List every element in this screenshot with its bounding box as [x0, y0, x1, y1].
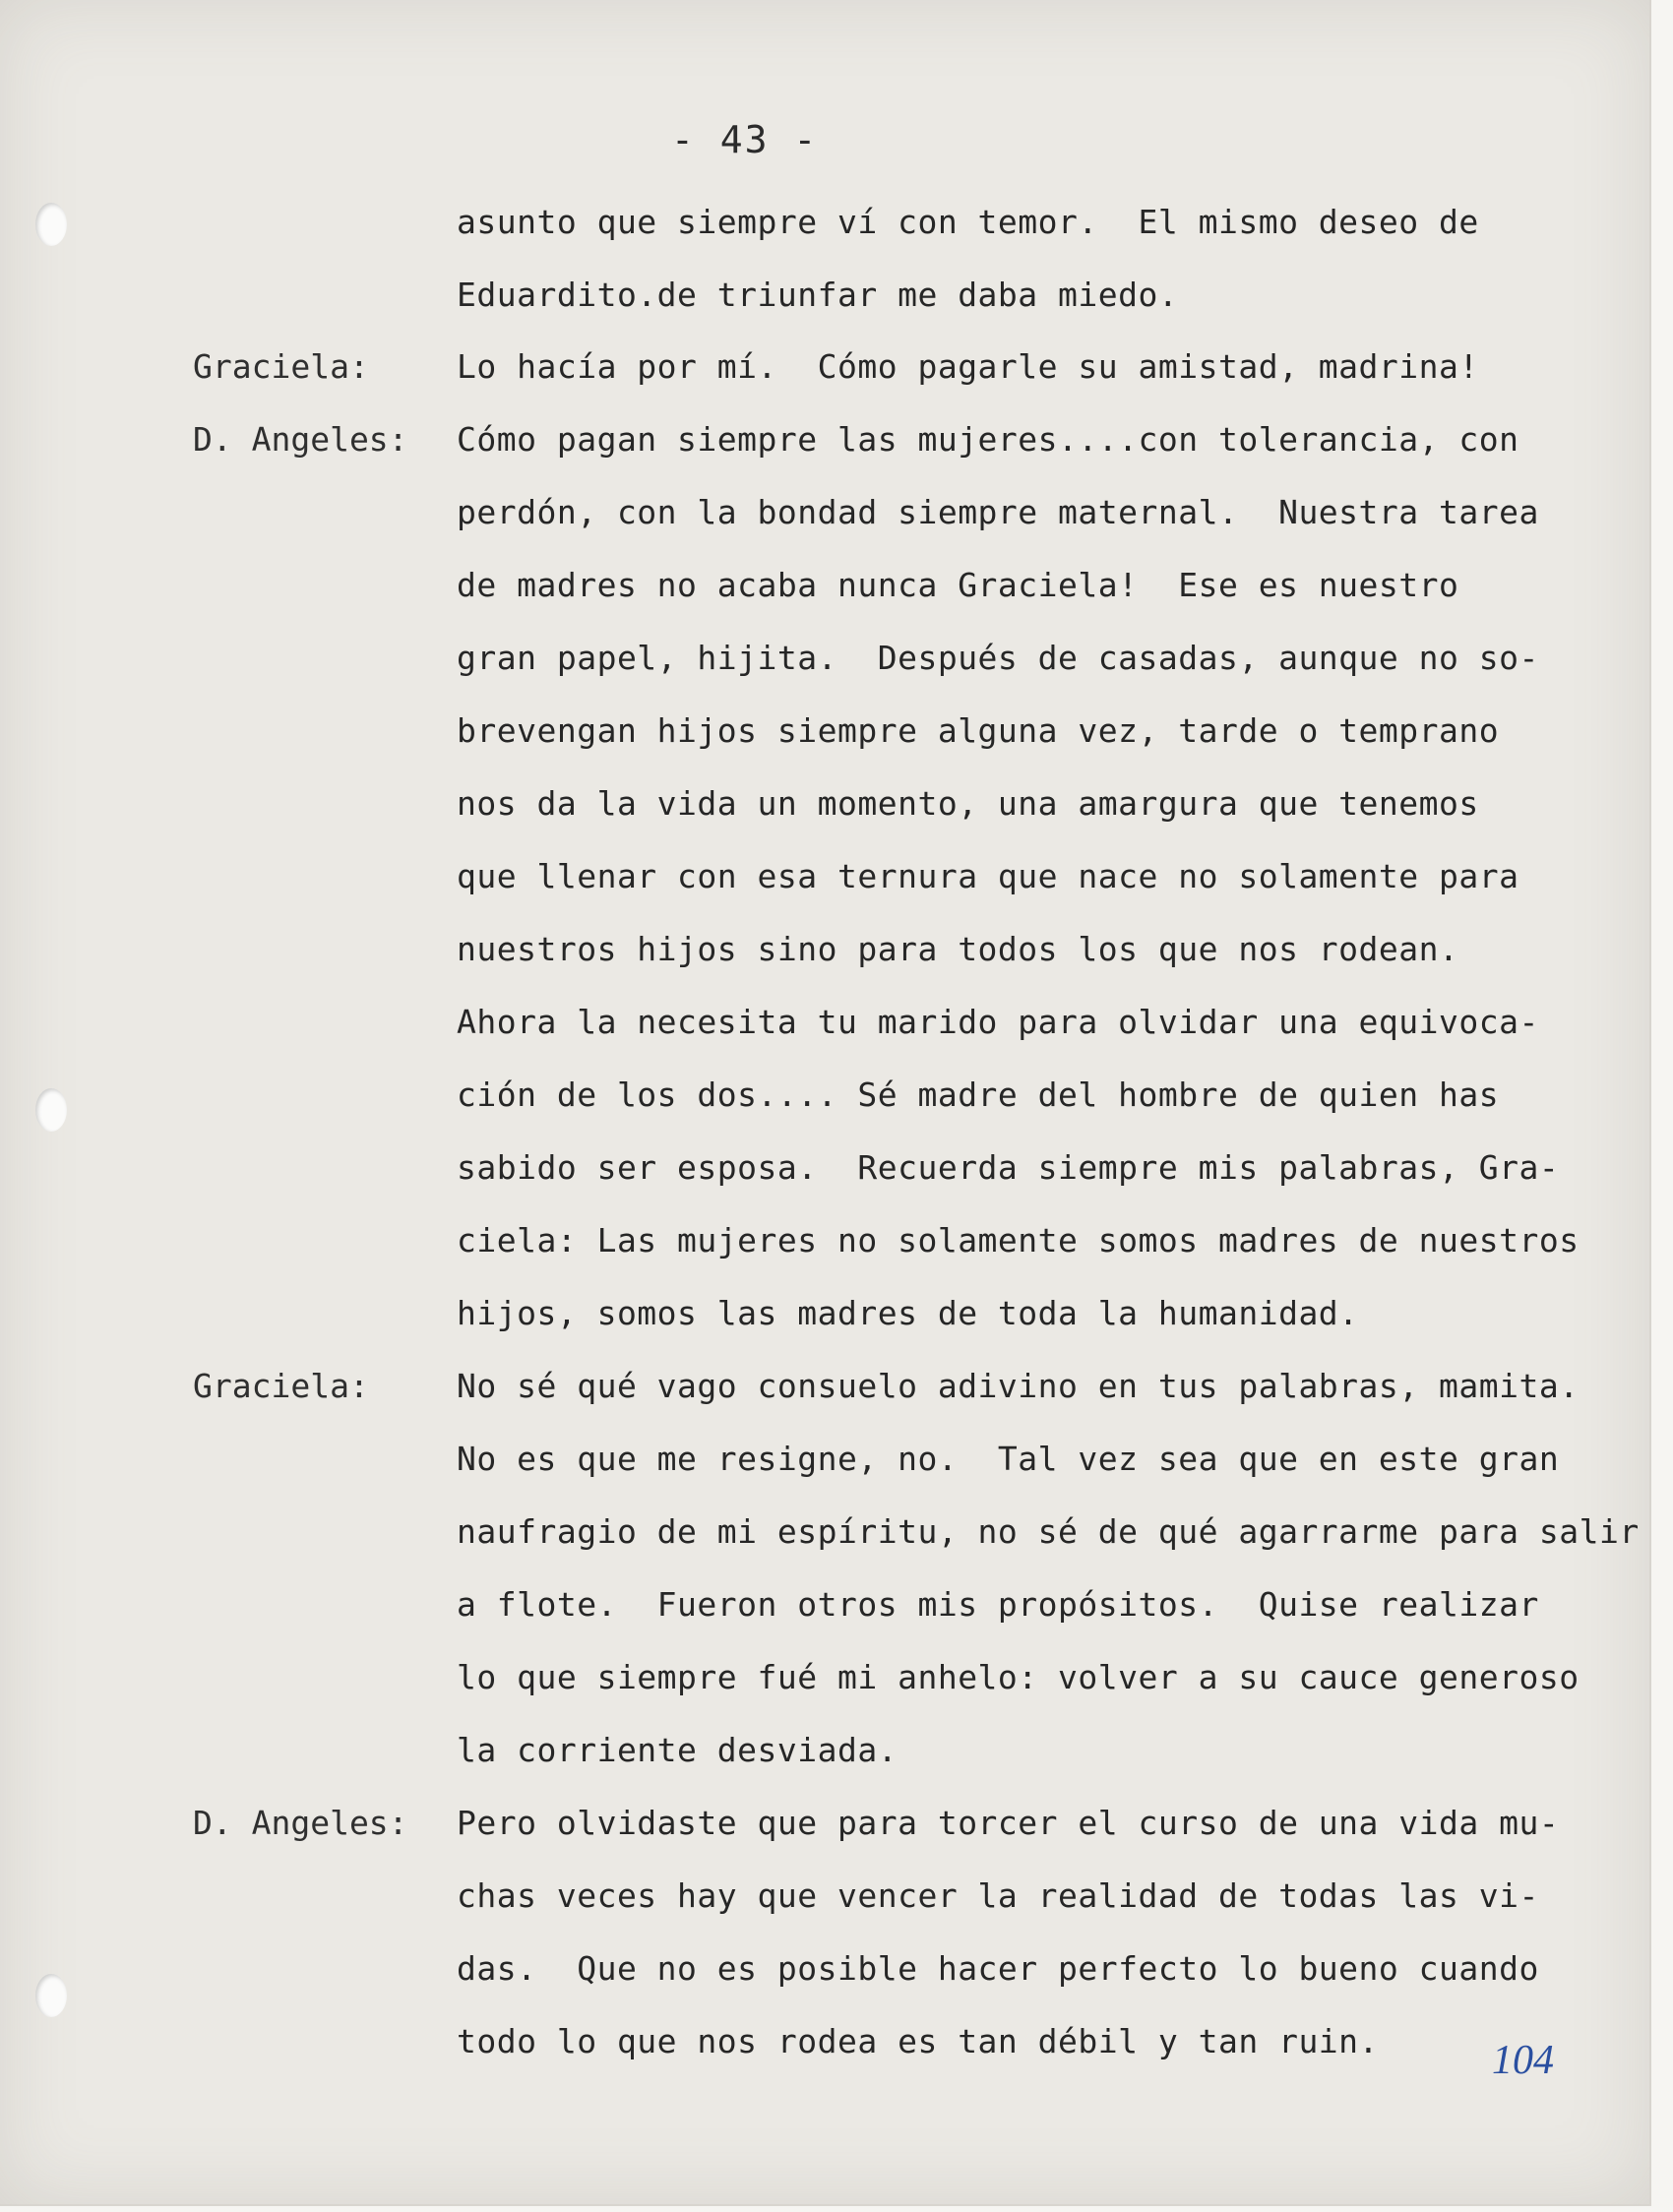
dialogue-line: naufragio de mi espíritu, no sé de qué agarrarme para salir [457, 1512, 1640, 1551]
binder-hole [35, 1088, 67, 1132]
dialogue-line: de madres no acaba nunca Graciela! Ese es nuestro [457, 566, 1459, 604]
dialogue-line: que llenar con esa ternura que nace no solamente para [457, 857, 1519, 895]
speaker-name: D. Angeles: [193, 1804, 408, 1842]
dialogue-line: lo que siempre fué mi anhelo: volver a su cauce generoso [457, 1658, 1580, 1696]
dialogue-line: hijos, somos las madres de toda la humanidad. [457, 1294, 1359, 1332]
dialogue-line: Pero olvidaste que para torcer el curso de una vida mu- [457, 1804, 1560, 1842]
dialogue-line: la corriente desviada. [457, 1731, 898, 1769]
dialogue-line: gran papel, hijita. Después de casadas, aunque no so- [457, 639, 1539, 677]
page-number: - 43 - [671, 118, 819, 161]
dialogue-line: asunto que siempre ví con temor. El mismo deseo de [457, 203, 1479, 241]
speaker-name: Graciela: [193, 1367, 369, 1405]
dialogue-line: Lo hacía por mí. Cómo pagarle su amistad, madrina! [457, 347, 1479, 386]
speaker-name: Graciela: [193, 347, 369, 386]
handwritten-folio-number: 104 [1492, 2038, 1554, 2083]
dialogue-line: Eduardito.de triunfar me daba miedo. [457, 276, 1179, 314]
dialogue-line: No sé qué vago consuelo adivino en tus palabras, mamita. [457, 1367, 1580, 1405]
dialogue-line: perdón, con la bondad siempre maternal. Nuestra tarea [457, 493, 1539, 531]
dialogue-line: das. Que no es posible hacer perfecto lo bueno cuando [457, 1949, 1539, 1988]
dialogue-line: chas veces hay que vencer la realidad de todas las vi- [457, 1876, 1539, 1915]
dialogue-line: Ahora la necesita tu marido para olvidar una equivoca- [457, 1003, 1539, 1041]
dialogue-line: ción de los dos.... Sé madre del hombre de quien has [457, 1075, 1500, 1114]
speaker-name: D. Angeles: [193, 420, 408, 459]
binder-hole [35, 1974, 67, 2017]
dialogue-line: ciela: Las mujeres no solamente somos madres de nuestros [457, 1221, 1580, 1260]
binder-hole [35, 203, 67, 246]
dialogue-line: No es que me resigne, no. Tal vez sea que en este gran [457, 1440, 1560, 1478]
dialogue-line: sabido ser esposa. Recuerda siempre mis palabras, Gra- [457, 1148, 1560, 1187]
dialogue-line: Cómo pagan siempre las mujeres....con tolerancia, con [457, 420, 1519, 459]
dialogue-line: nuestros hijos sino para todos los que nos rodean. [457, 930, 1459, 968]
dialogue-line: nos da la vida un momento, una amargura que tenemos [457, 784, 1479, 823]
dialogue-line: todo lo que nos rodea es tan débil y tan ruin. [457, 2022, 1379, 2060]
dialogue-line: a flote. Fueron otros mis propósitos. Quise realizar [457, 1585, 1539, 1624]
dialogue-line: brevengan hijos siempre alguna vez, tarde o temprano [457, 711, 1500, 750]
